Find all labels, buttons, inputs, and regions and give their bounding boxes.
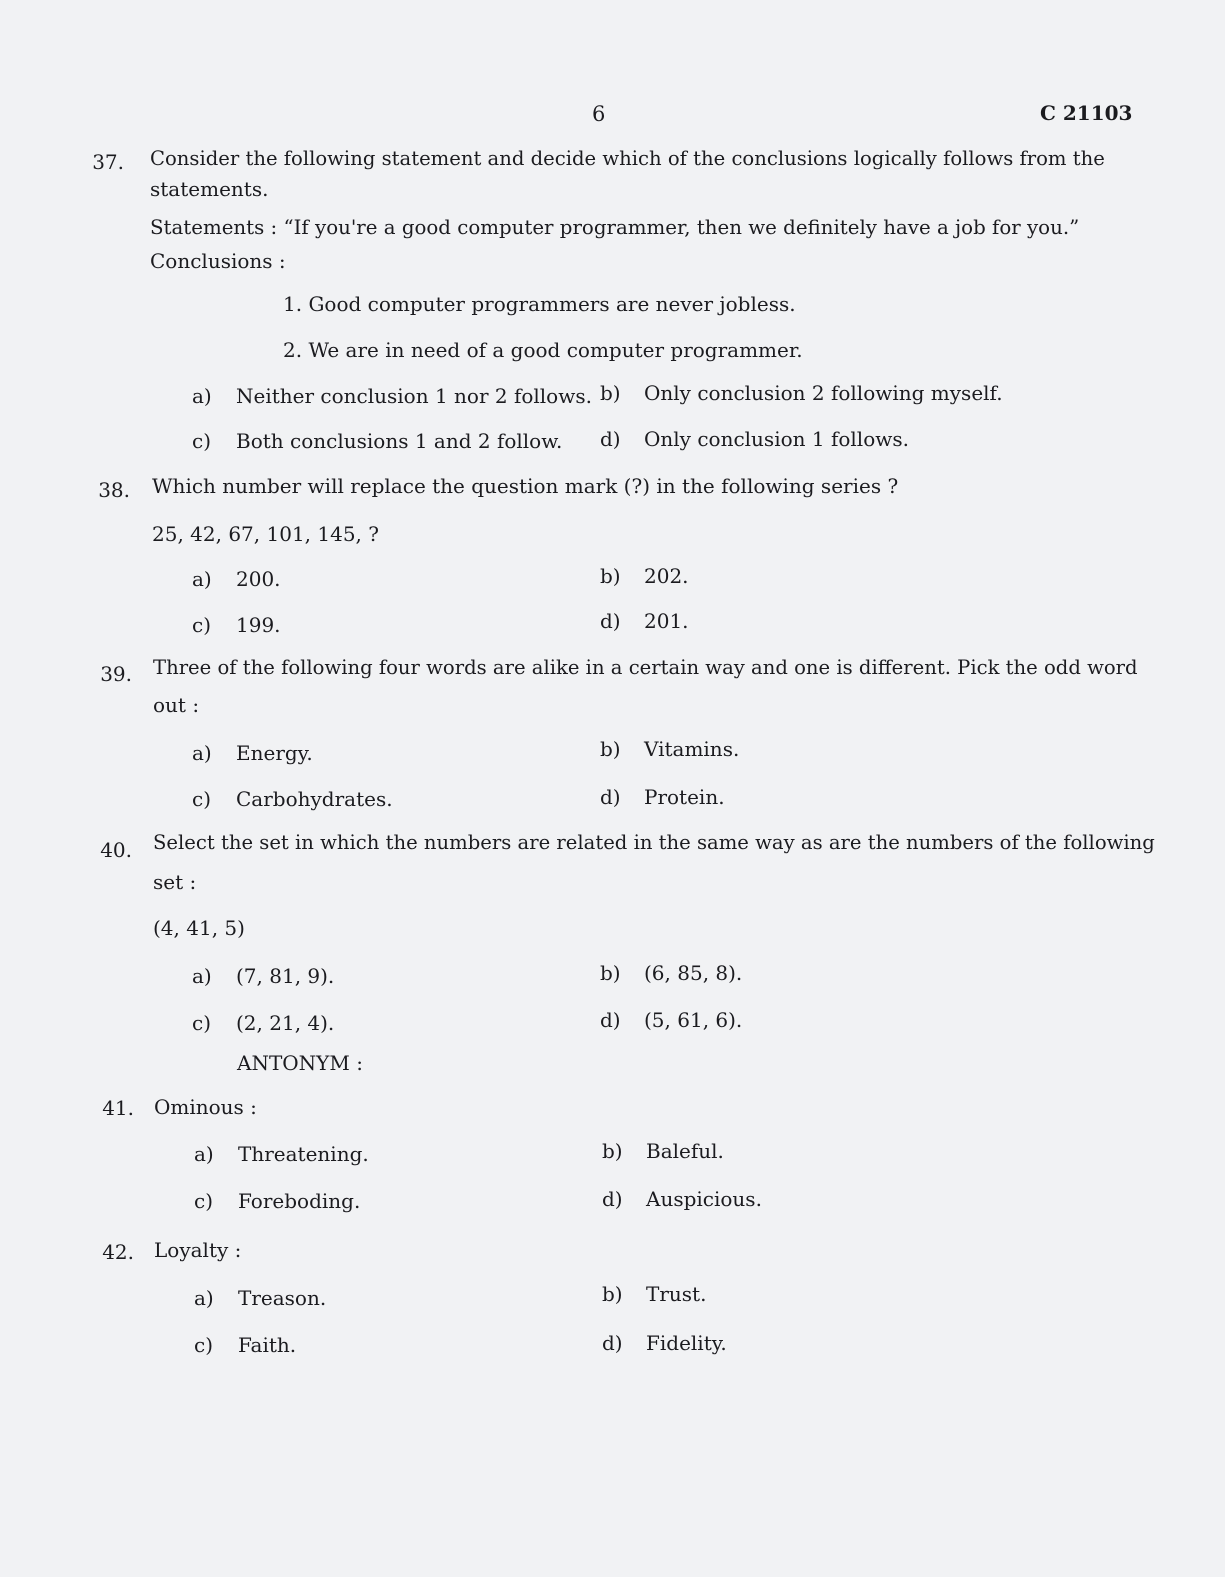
question-37-option-d[interactable] xyxy=(600,427,909,451)
option-text: Energy. xyxy=(236,741,313,765)
question-39-option-a[interactable] xyxy=(192,741,313,765)
option-text: 201. xyxy=(644,609,689,633)
option-label: a) xyxy=(194,1142,214,1166)
option-text: Foreboding. xyxy=(238,1189,361,1213)
option-label: c) xyxy=(192,429,212,453)
paper-code: C 21103 xyxy=(1040,101,1133,125)
option-text: Auspicious. xyxy=(646,1187,762,1211)
question-38-option-d[interactable] xyxy=(600,609,689,633)
option-text: Neither conclusion 1 nor 2 follows. xyxy=(236,384,592,408)
option-label: c) xyxy=(192,787,212,811)
option-text: Both conclusions 1 and 2 follow. xyxy=(236,429,563,453)
question-38-number: 38. xyxy=(98,478,130,502)
option-label: d) xyxy=(600,609,621,633)
question-40-option-a[interactable] xyxy=(192,964,334,988)
question-41-option-a[interactable] xyxy=(194,1142,369,1166)
question-41-option-b[interactable] xyxy=(602,1139,724,1163)
option-text: 202. xyxy=(644,564,689,588)
option-label: b) xyxy=(600,381,621,405)
option-text: 199. xyxy=(236,613,281,637)
option-text: (6, 85, 8). xyxy=(644,961,743,985)
question-38-series: 25, 42, 67, 101, 145, ? xyxy=(152,522,379,546)
question-39-text-line1: Three of the following four words are alike in a certain way and one is different. Pick the odd word xyxy=(153,656,1138,679)
option-text: (5, 61, 6). xyxy=(644,1008,743,1032)
question-37-option-a[interactable] xyxy=(192,384,592,408)
option-label: a) xyxy=(192,741,212,765)
question-37-text-line2: statements. xyxy=(150,177,269,201)
option-text: Carbohydrates. xyxy=(236,787,393,811)
question-42-option-b[interactable] xyxy=(602,1282,706,1306)
question-37-conclusions-label: Conclusions : xyxy=(150,249,286,273)
question-39-number: 39. xyxy=(100,662,132,686)
question-40-text-line2: set : xyxy=(153,870,197,894)
question-39-option-d[interactable] xyxy=(600,785,725,809)
question-40-option-c[interactable] xyxy=(192,1011,334,1035)
option-label: d) xyxy=(602,1187,623,1211)
question-42-text: Loyalty : xyxy=(154,1238,242,1262)
question-37-option-c[interactable] xyxy=(192,429,562,453)
option-label: b) xyxy=(600,564,621,588)
question-39-text-line2: out : xyxy=(153,693,200,717)
question-40-text-line1: Select the set in which the numbers are related in the same way as are the numbers of the following xyxy=(153,831,1155,854)
option-text: (7, 81, 9). xyxy=(236,964,335,988)
question-37-text-line1: Consider the following statement and decide which of the conclusions logically follows from the xyxy=(150,147,1105,170)
option-label: c) xyxy=(194,1189,214,1213)
question-37-statement: Statements : “If you're a good computer programmer, then we definitely have a job for you.” xyxy=(150,216,1080,239)
question-40-option-d[interactable] xyxy=(600,1008,742,1032)
option-text: Protein. xyxy=(644,785,725,809)
option-text: Only conclusion 1 follows. xyxy=(644,427,909,451)
option-label: c) xyxy=(192,613,212,637)
option-text: Fidelity. xyxy=(646,1331,727,1355)
option-label: c) xyxy=(192,1011,212,1035)
option-text: Baleful. xyxy=(646,1139,724,1163)
question-41-text: Ominous : xyxy=(154,1095,257,1119)
option-text: Treason. xyxy=(238,1286,327,1310)
option-label: b) xyxy=(600,961,621,985)
question-42-option-c[interactable] xyxy=(194,1333,296,1357)
option-label: b) xyxy=(602,1282,623,1306)
question-40-number: 40. xyxy=(100,838,132,862)
option-label: a) xyxy=(194,1286,214,1310)
option-text: Only conclusion 2 following myself. xyxy=(644,381,1003,405)
question-37-number: 37. xyxy=(92,150,124,174)
page-number: 6 xyxy=(592,102,606,126)
option-text: 200. xyxy=(236,567,281,591)
question-42-number: 42. xyxy=(102,1240,134,1264)
option-label: b) xyxy=(600,737,621,761)
question-40-option-b[interactable] xyxy=(600,961,742,985)
question-41-option-d[interactable] xyxy=(602,1187,762,1211)
question-39-option-b[interactable] xyxy=(600,737,739,761)
question-38-option-a[interactable] xyxy=(192,567,281,591)
option-text: Faith. xyxy=(238,1333,297,1357)
option-text: Vitamins. xyxy=(644,737,740,761)
option-label: b) xyxy=(602,1139,623,1163)
option-text: Trust. xyxy=(646,1282,707,1306)
question-39-option-c[interactable] xyxy=(192,787,393,811)
option-label: d) xyxy=(600,785,621,809)
question-38-option-b[interactable] xyxy=(600,564,689,588)
question-42-option-a[interactable] xyxy=(194,1286,326,1310)
question-38-text: Which number will replace the question mark (?) in the following series ? xyxy=(152,474,899,498)
question-37-conclusion-2: 2. We are in need of a good computer programmer. xyxy=(283,338,803,362)
question-42-option-d[interactable] xyxy=(602,1331,727,1355)
option-text: Threatening. xyxy=(238,1142,369,1166)
question-41-option-c[interactable] xyxy=(194,1189,360,1213)
section-heading-antonym: ANTONYM : xyxy=(237,1051,363,1075)
question-37-conclusion-1: 1. Good computer programmers are never jobless. xyxy=(283,292,796,316)
option-text: (2, 21, 4). xyxy=(236,1011,335,1035)
question-40-given-set: (4, 41, 5) xyxy=(153,916,245,940)
question-37-option-b[interactable] xyxy=(600,381,1003,405)
option-label: a) xyxy=(192,384,212,408)
option-label: a) xyxy=(192,964,212,988)
option-label: a) xyxy=(192,567,212,591)
option-label: c) xyxy=(194,1333,214,1357)
option-label: d) xyxy=(600,1008,621,1032)
option-label: d) xyxy=(600,427,621,451)
question-38-option-c[interactable] xyxy=(192,613,281,637)
option-label: d) xyxy=(602,1331,623,1355)
question-41-number: 41. xyxy=(102,1096,134,1120)
